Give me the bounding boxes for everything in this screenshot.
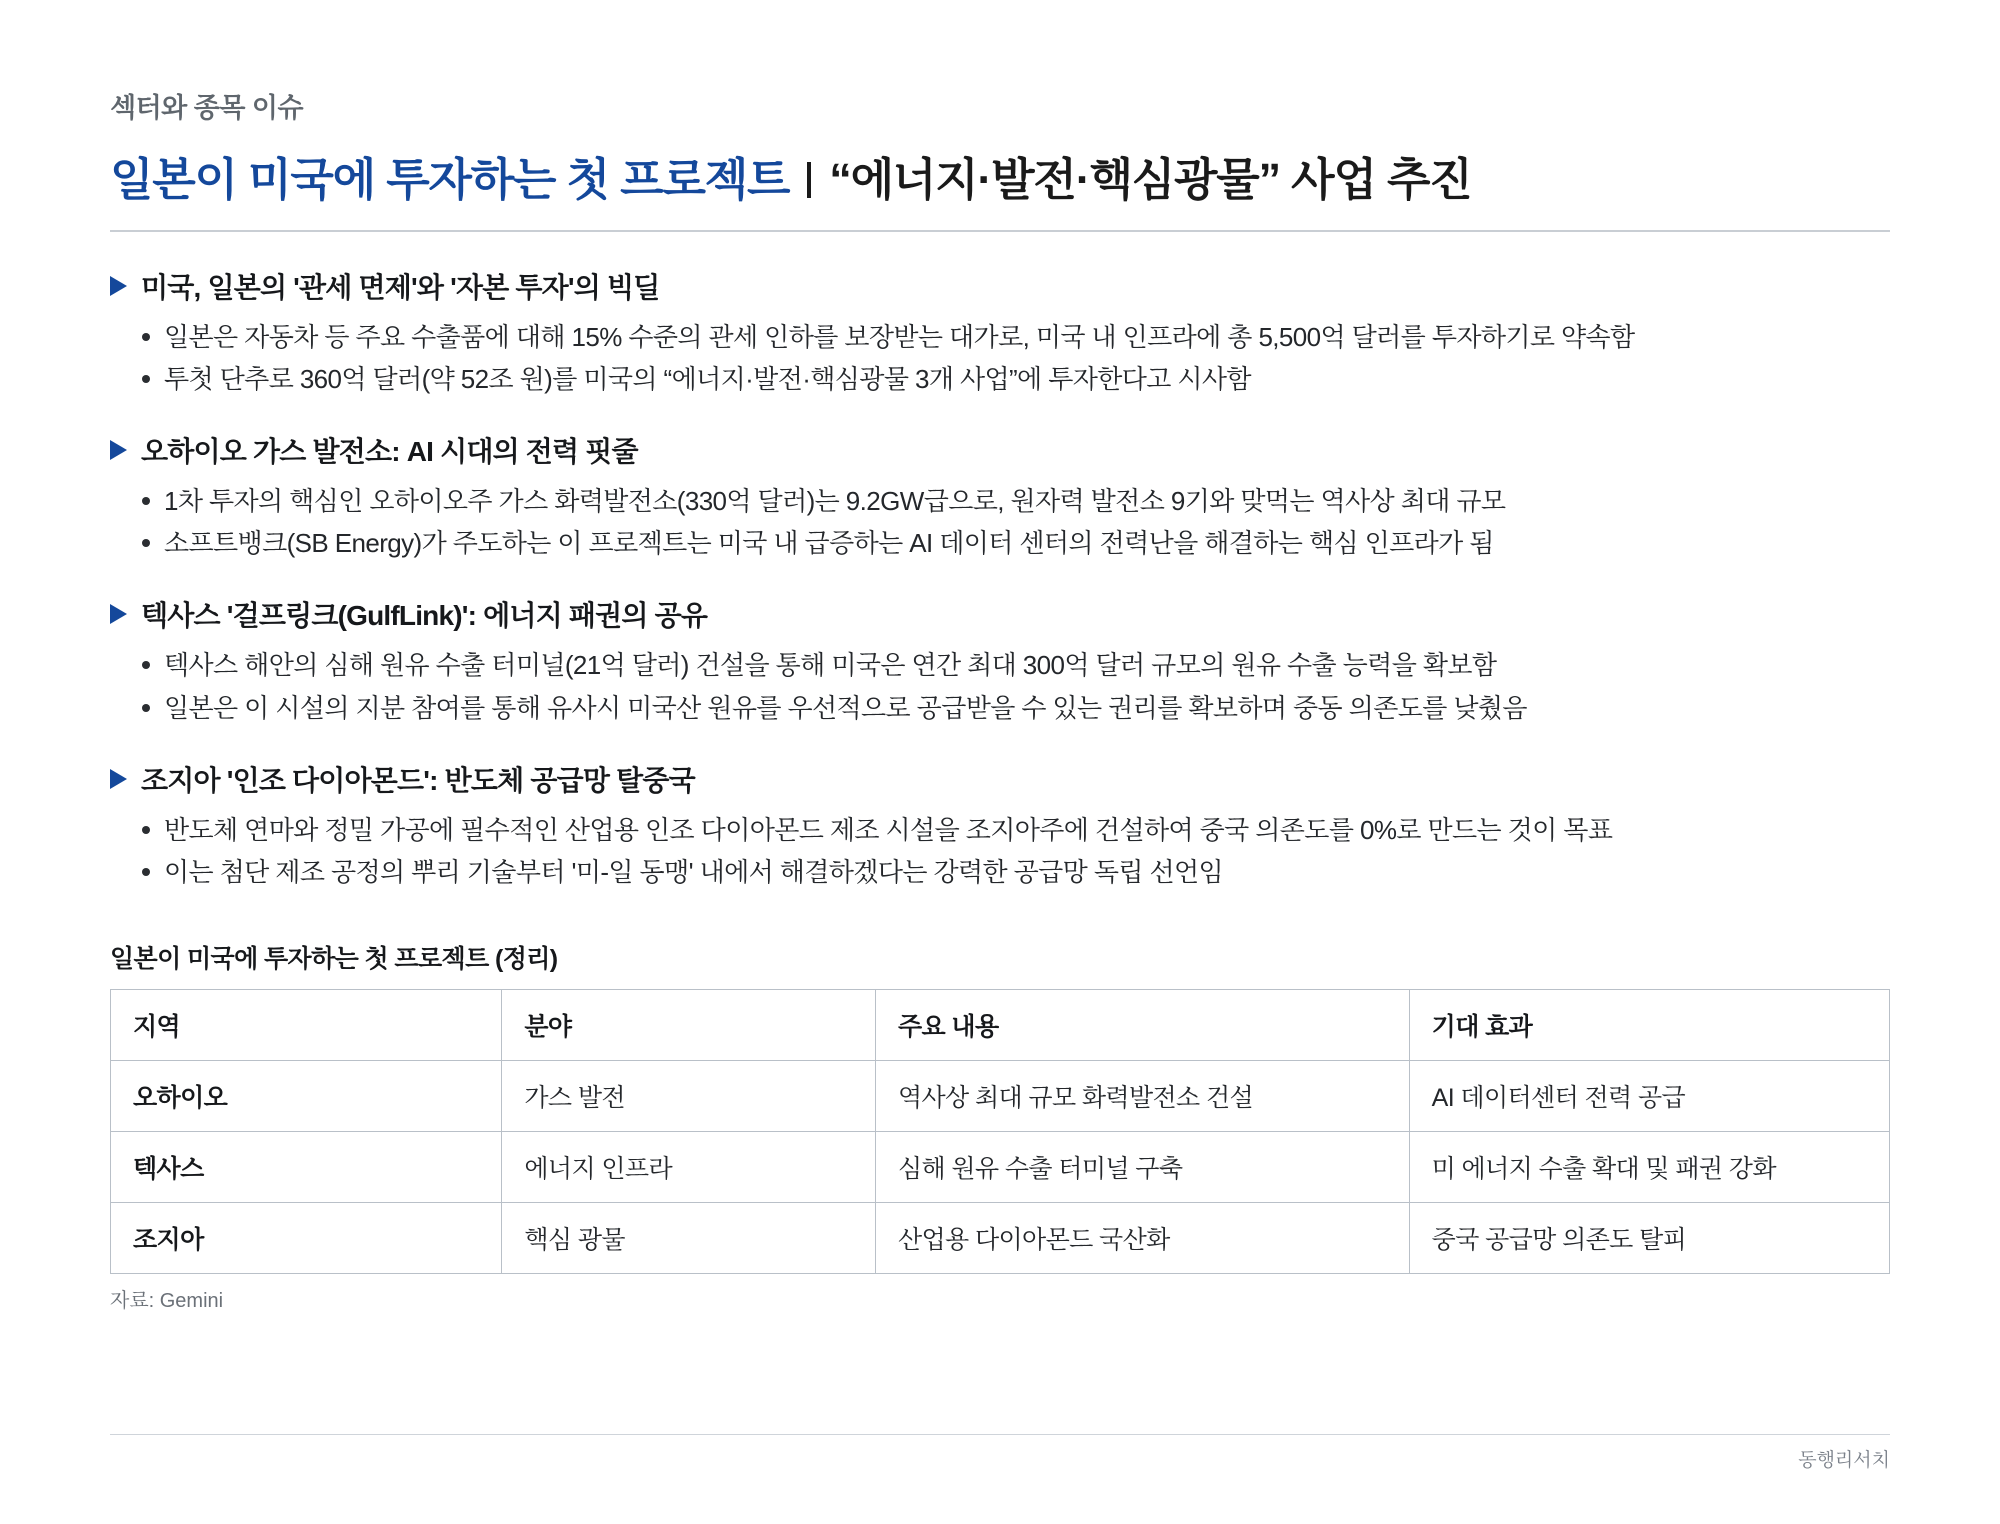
page-title-sub: “에너지·발전·핵심광물” 사업 추진 bbox=[829, 154, 1472, 205]
triangle-bullet-icon bbox=[110, 440, 127, 460]
section-4 bbox=[110, 759, 1890, 893]
table-cell-field: 핵심 광물 bbox=[502, 1202, 876, 1273]
page-footer bbox=[110, 1434, 1890, 1472]
summary-table bbox=[110, 989, 1890, 1274]
eyebrow-label: 섹터와 종목 이슈 bbox=[110, 93, 304, 123]
table-cell-region: 오하이오 bbox=[111, 1060, 502, 1131]
table-cell-region: 텍사스 bbox=[111, 1131, 502, 1202]
list-item: 투첫 단추로 360억 달러(약 52조 원)를 미국의 “에너지·발전·핵심광물 3개 사업”에 투자한다고 시사함 bbox=[110, 358, 1890, 400]
section-2 bbox=[110, 430, 1890, 564]
section-4-title: 조지아 '인조 다이아몬드': 반도체 공급망 탈중국 bbox=[141, 764, 695, 796]
table-row bbox=[111, 1131, 1890, 1202]
table-cell-content: 역사상 최대 규모 화력발전소 건설 bbox=[875, 1060, 1409, 1131]
table-header-cell: 분야 bbox=[502, 989, 876, 1060]
triangle-bullet-icon bbox=[110, 604, 127, 624]
page-title bbox=[110, 143, 1890, 208]
table-caption: 일본이 미국에 투자하는 첫 프로젝트 (정리) bbox=[110, 944, 558, 973]
table-cell-field: 가스 발전 bbox=[502, 1060, 876, 1131]
table-cell-field: 에너지 인프라 bbox=[502, 1131, 876, 1202]
section-2-title: 오하이오 가스 발전소: AI 시대의 전력 핏줄 bbox=[141, 436, 638, 468]
list-item: 1차 투자의 핵심인 오하이오주 가스 화력발전소(330억 달러)는 9.2GW급으로, 원자력 발전소 9기와 맞먹는 역사상 최대 규모 bbox=[110, 480, 1890, 522]
list-item: 반도체 연마와 정밀 가공에 필수적인 산업용 인조 다이아몬드 제조 시설을 조지아주에 건설하여 중국 의존도를 0%로 만드는 것이 목표 bbox=[110, 809, 1890, 851]
section-2-head bbox=[110, 430, 1890, 470]
table-row bbox=[111, 1060, 1890, 1131]
table-cell-region: 조지아 bbox=[111, 1202, 502, 1273]
list-item: 일본은 자동차 등 주요 수출품에 대해 15% 수준의 관세 인하를 보장받는 대가로, 미국 내 인프라에 총 5,500억 달러를 투자하기로 약속함 bbox=[110, 316, 1890, 358]
table-row bbox=[111, 1202, 1890, 1273]
title-divider bbox=[807, 162, 811, 198]
section-3-title: 텍사스 '걸프링크(GulfLink)': 에너지 패권의 공유 bbox=[141, 600, 708, 632]
list-item: 소프트뱅크(SB Energy)가 주도하는 이 프로젝트는 미국 내 급증하는 AI 데이터 센터의 전력난을 해결하는 핵심 인프라가 됨 bbox=[110, 522, 1890, 564]
title-rule bbox=[110, 230, 1890, 232]
table-header-cell: 지역 bbox=[111, 989, 502, 1060]
table-source: 자료: Gemini bbox=[110, 1289, 224, 1312]
table-cell-content: 산업용 다이아몬드 국산화 bbox=[875, 1202, 1409, 1273]
table-header-row bbox=[111, 989, 1890, 1060]
list-item: 일본은 이 시설의 지분 참여를 통해 유사시 미국산 원유를 우선적으로 공급받을 수 있는 권리를 확보하며 중동 의존도를 낮췄음 bbox=[110, 687, 1890, 729]
section-3-bullets bbox=[110, 644, 1890, 728]
section-3 bbox=[110, 594, 1890, 728]
section-1-bullets bbox=[110, 316, 1890, 400]
table-cell-content: 심해 원유 수출 터미널 구축 bbox=[875, 1131, 1409, 1202]
section-4-head bbox=[110, 759, 1890, 799]
triangle-bullet-icon bbox=[110, 769, 127, 789]
summary-table-block bbox=[110, 939, 1890, 1313]
section-1-head bbox=[110, 266, 1890, 306]
table-cell-effect: 미 에너지 수출 확대 및 패권 강화 bbox=[1409, 1131, 1889, 1202]
section-1-title: 미국, 일본의 '관세 면제'와 '자본 투자'의 빅딜 bbox=[141, 272, 660, 303]
triangle-bullet-icon bbox=[110, 276, 127, 296]
section-1 bbox=[110, 266, 1890, 400]
footer-brand: 동행리서치 bbox=[1798, 1450, 1890, 1471]
table-cell-effect: AI 데이터센터 전력 공급 bbox=[1409, 1060, 1889, 1131]
list-item: 텍사스 해안의 심해 원유 수출 터미널(21억 달러) 건설을 통해 미국은 연간 최대 300억 달러 규모의 원유 수출 능력을 확보함 bbox=[110, 644, 1890, 686]
table-header-cell: 주요 내용 bbox=[875, 989, 1409, 1060]
table-header-cell: 기대 효과 bbox=[1409, 989, 1889, 1060]
section-2-bullets bbox=[110, 480, 1890, 564]
section-3-head bbox=[110, 594, 1890, 634]
table-cell-effect: 중국 공급망 의존도 탈피 bbox=[1409, 1202, 1889, 1273]
page-title-main: 일본이 미국에 투자하는 첫 프로젝트 bbox=[110, 154, 790, 205]
list-item: 이는 첨단 제조 공정의 뿌리 기술부터 '미-일 동맹' 내에서 해결하겠다는 강력한 공급망 독립 선언임 bbox=[110, 851, 1890, 893]
footer-rule bbox=[110, 1434, 1890, 1435]
slide-page bbox=[0, 86, 2000, 1524]
section-4-bullets bbox=[110, 809, 1890, 893]
